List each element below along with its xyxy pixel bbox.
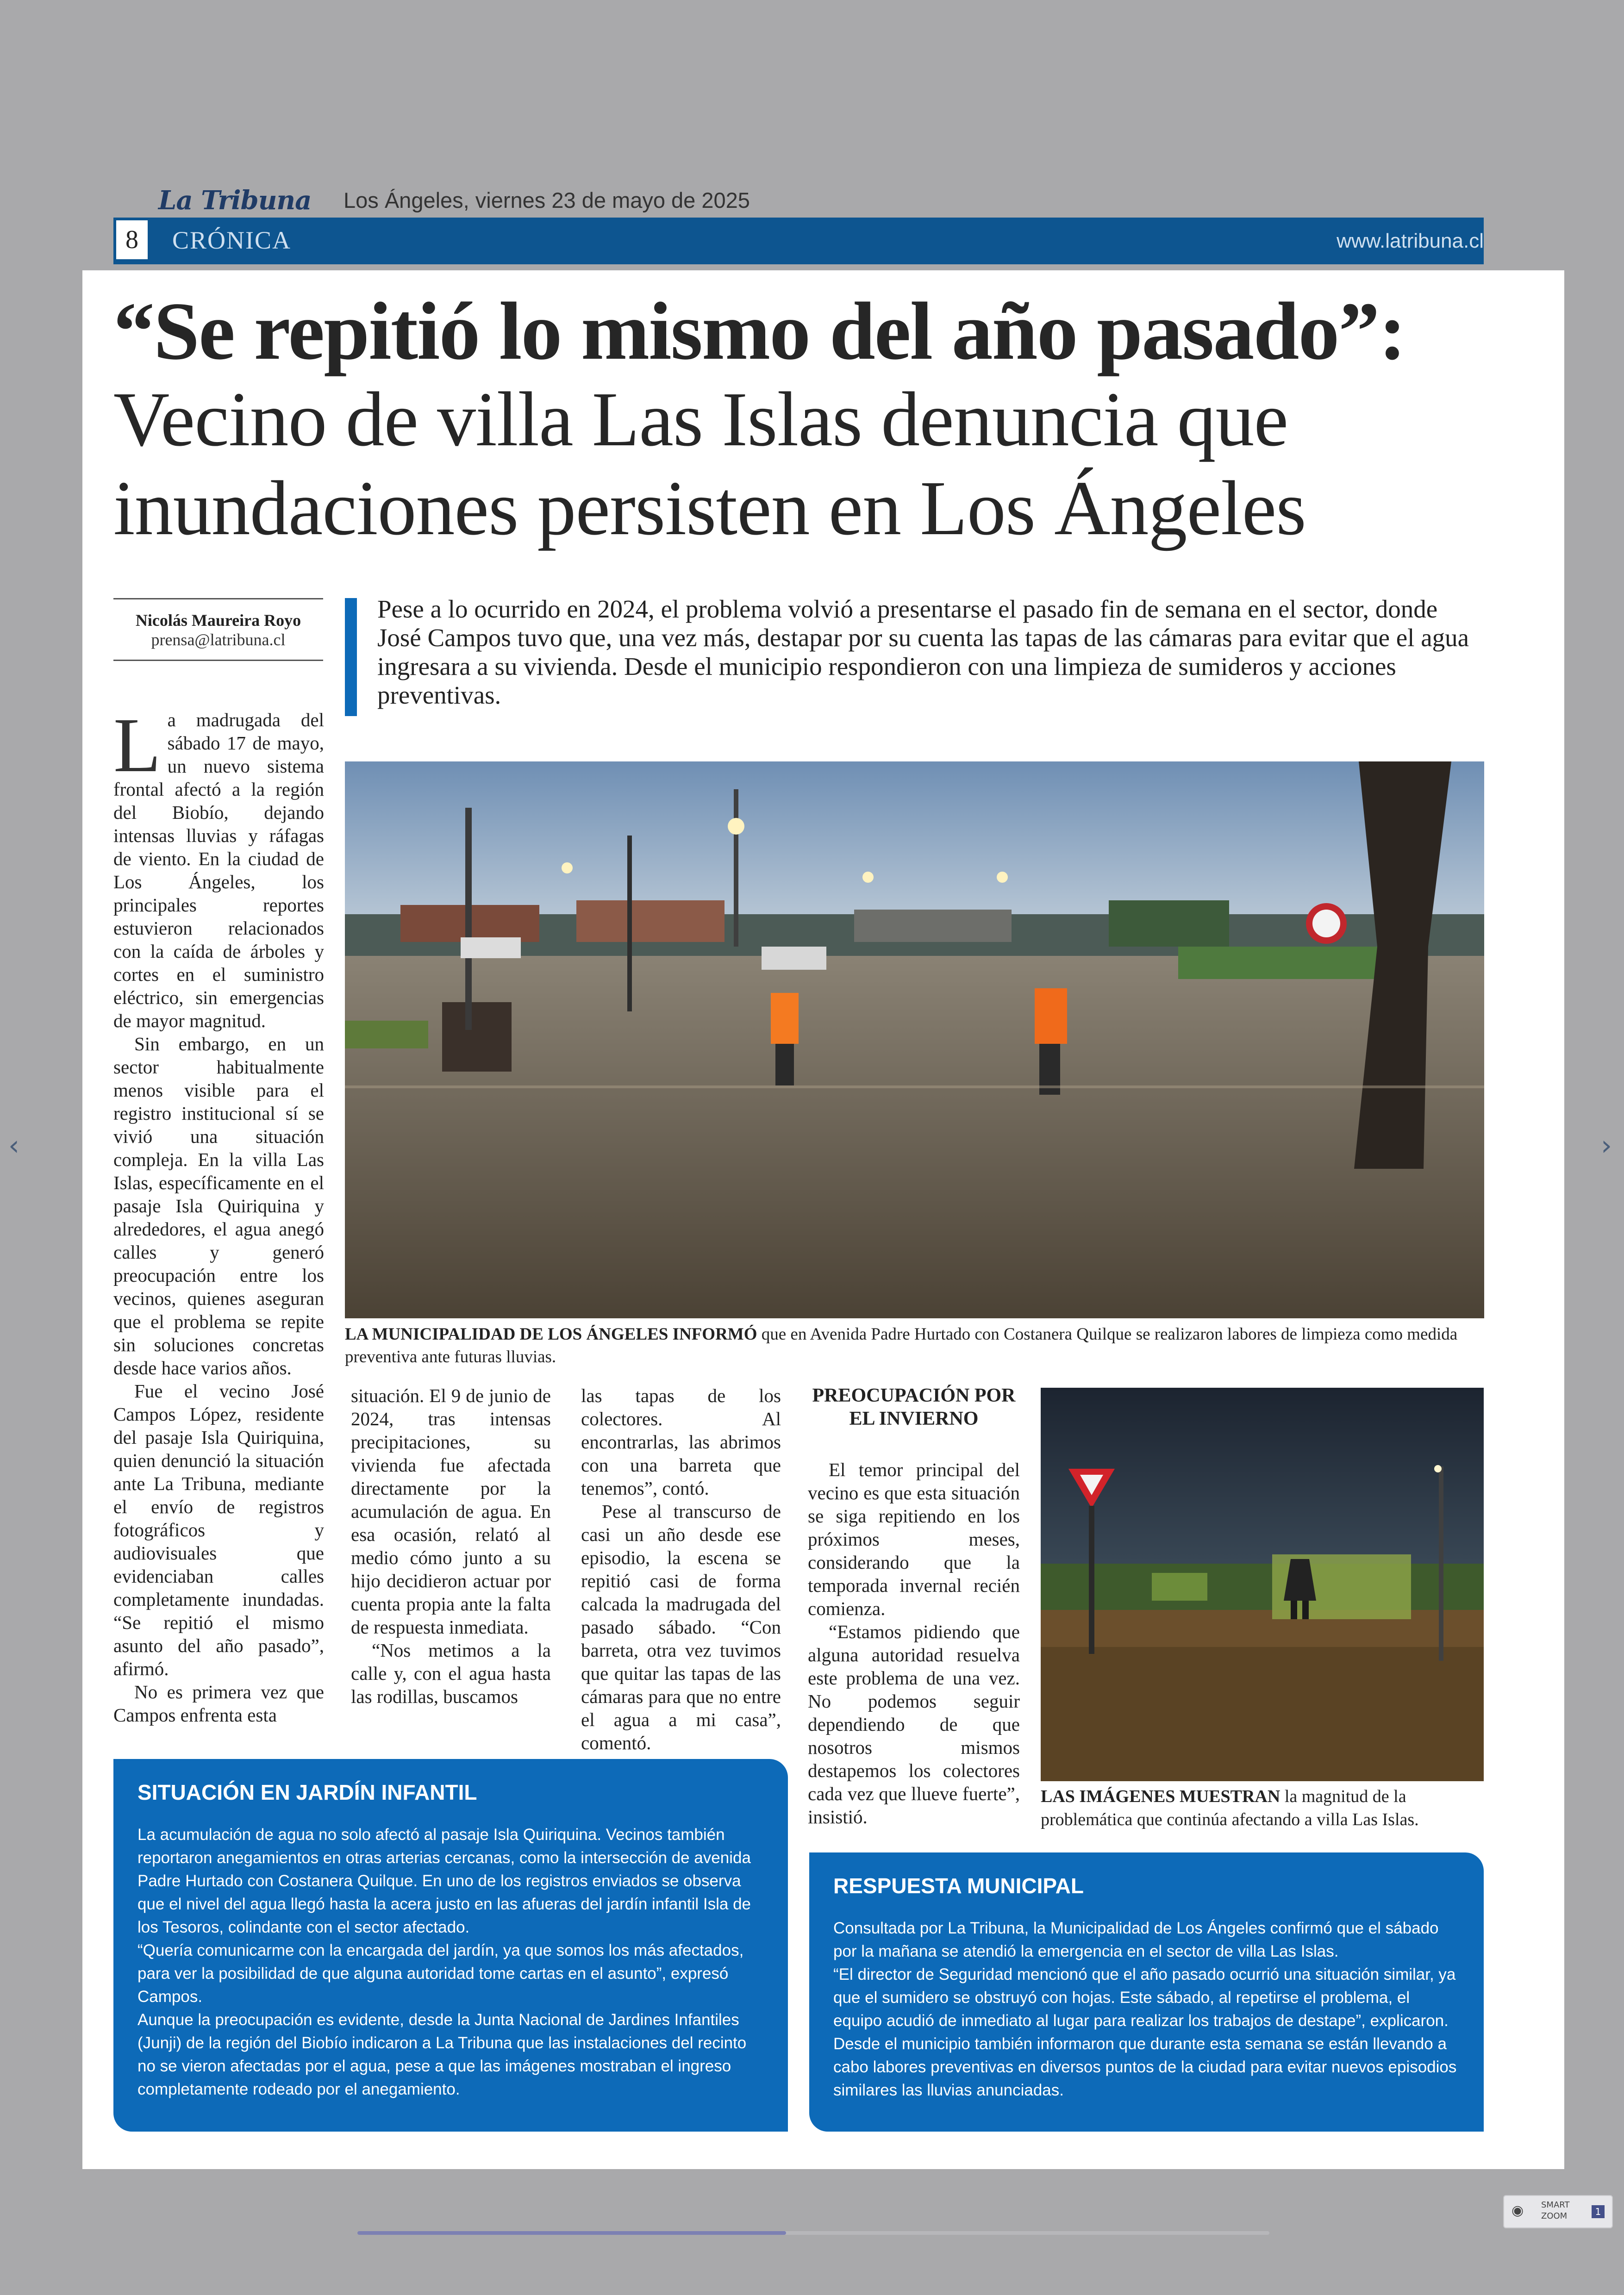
photo-caption-secondary-lead: LAS IMÁGENES MUESTRAN xyxy=(1041,1787,1280,1806)
page-number: 8 xyxy=(113,218,150,262)
photo-caption-main-lead: LA MUNICIPALIDAD DE LOS ÁNGELES INFORMÓ xyxy=(345,1325,757,1344)
paragraph: situación. El 9 de junio de 2024, tras intensas precipitaciones, su vivienda fue afectada directamente por la acumulación de agua. En esa ocasión, relató al medio cómo junto a su hijo decidieron actuar por cuenta propia ante la falta de respuesta inmediata. xyxy=(351,1385,551,1638)
box-paragraph: “El director de Seguridad mencionó que el año pasado ocurrió una situación similar, ya que el sumidero se obstruyó con hojas. Este sábado, al repetirse el problema, el equipo acudió de inmediato al lugar para realizar los trabajos de destape”, explicaron. xyxy=(833,1965,1456,2030)
article-column-4 xyxy=(808,1384,1020,1828)
subheading: PREOCUPACIÓN POR EL INVIERNO xyxy=(812,1385,1016,1429)
photo-caption-secondary-text: la magnitud de la problemática que continúa afectando a villa Las Islas. xyxy=(1041,1787,1419,1829)
paragraph: a madrugada del sábado 17 de mayo, un nuevo sistema frontal afectó a la región del Biobío, dejando intensas lluvias y ráfagas de viento. En la ciudad de Los Ángeles, los principales reportes estuvieron relacionados con la caída de árboles y cortes en el suministro eléctrico, sin emergencias de mayor magnitud. xyxy=(113,709,324,1031)
article-column-3 xyxy=(581,1384,781,1754)
box-paragraph: Aunque la preocupación es evidente, desde la Junta Nacional de Jardines Infantiles (Junji) de la región del Biobío indicaron a La Tribuna que las instalaciones del recinto no se vieron afectadas por el agua, pese a que las imágenes mostraban el ingreso completamente rodeado por el anegamiento. xyxy=(137,2011,747,2098)
box-paragraph: “Quería comunicarme con la encargada del jardín, ya que somos los más afectados, para ver la posibilidad de que alguna autoridad tome cartas en el asunto”, expresó Campos. xyxy=(137,1941,744,2006)
article-column-1 xyxy=(113,702,324,1727)
box-title: RESPUESTA MUNICIPAL xyxy=(833,1874,1084,1898)
paragraph: Pese al transcurso de casi un año desde ese episodio, la escena se repitió casi de forma calcada la madrugada del pasado sábado. “Con barreta, otra vez tuvimos que quitar las tapas de las cámaras para que no entre el agua a mi casa”, comentó. xyxy=(581,1501,781,1753)
paragraph: El temor principal del vecino es que esta situación se siga repitiendo en los próximos meses, considerando que la temporada invernal recién comienza. xyxy=(808,1459,1020,1619)
photo-caption-secondary xyxy=(1041,1785,1484,1831)
smart-zoom-label: SMART ZOOM xyxy=(1541,2200,1570,2221)
section-name: CRÓNICA xyxy=(172,226,292,254)
zoom-badge: 1 xyxy=(1592,2205,1605,2218)
paragraph: las tapas de los colectores. Al encontrarlas, las abrimos con una barreta que tenemos”, contó. xyxy=(581,1385,781,1499)
issue-date: Los Ángeles, viernes 23 de mayo de 2025 xyxy=(344,188,750,212)
night-flood-photo xyxy=(1041,1388,1484,1781)
article-column-2 xyxy=(351,1384,551,1708)
lead-accent-bar xyxy=(345,598,357,716)
sidebar-box-municipal-response xyxy=(809,1852,1484,2132)
byline xyxy=(113,598,323,661)
author-email: prensa@latribuna.cl xyxy=(151,630,286,649)
flood-street-photo xyxy=(345,761,1484,1318)
paragraph: Fue el vecino José Campos López, residente del pasaje Isla Quiriquina, quien denunció la situación ante La Tribuna, mediante el envío de registros fotográficos y audiovisuales que evidenciaban calles completamente inundadas. “Se repitió el mismo asunto del año pasado”, afirmó. xyxy=(113,1380,324,1679)
eye-icon: ◉ xyxy=(1512,2202,1524,2219)
box-paragraph: Desde el municipio también informaron que durante esta semana se están llevando a cabo labores preventivas en diversos puntos de la ciudad para evitar nuevos episodios similares las lluvias anunciadas. xyxy=(833,2035,1457,2099)
sidebar-box-kindergarten xyxy=(113,1759,788,2132)
paragraph: “Nos metimos a la calle y, con el agua hasta las rodillas, buscamos xyxy=(351,1640,551,1707)
drop-cap: L xyxy=(113,702,161,788)
page-progress-fill xyxy=(357,2231,786,2235)
box-paragraph: Consultada por La Tribuna, la Municipalidad de Los Ángeles confirmó que el sábado por la mañana se atendió la emergencia en el sector de villa Las Islas. xyxy=(833,1919,1439,1960)
website-url: www.latribuna.cl xyxy=(1337,230,1484,252)
smart-zoom-button[interactable] xyxy=(1503,2195,1613,2228)
chevron-left-icon[interactable]: ‹ xyxy=(8,1129,19,1162)
article-lead: Pese a lo ocurrido en 2024, el problema volvió a presentarse el pasado fin de semana en el sector, donde José Campos tuvo que, una vez más, destapar por su cuenta las tapas de las cámaras para evitar que el agua ingresara a su vivienda. Desde el municipio respondieron con una limpieza de sumideros y acciones preventivas. xyxy=(377,595,1469,709)
box-paragraph: La acumulación de agua no solo afectó al pasaje Isla Quiriquina. Vecinos también reportaron anegamientos en otras arterias cercanas, como la intersección de avenida Padre Hurtado con Costanera Quilque. En uno de los registros enviados se observa que el nivel del agua llegó hasta la acera justo en las afueras del jardín infantil Isla de los Tesoros, colindante con el sector afectado. xyxy=(137,1826,751,1936)
author-name: Nicolás Maureira Royo xyxy=(135,611,301,630)
paragraph: No es primera vez que Campos enfrenta esta xyxy=(113,1681,324,1726)
paragraph: “Estamos pidiendo que alguna autoridad resuelva este problema de una vez. No podemos seguir dependiendo de que nosotros mismos destapemos los colectores cada vez que llueve fuerte”, insistió. xyxy=(808,1621,1020,1827)
newspaper-logo: La Tribuna xyxy=(158,185,312,216)
chevron-right-icon[interactable]: › xyxy=(1601,1129,1612,1162)
headline: Vecino de villa Las Islas denuncia que inundaciones persisten en Los Ángeles xyxy=(113,376,1306,551)
section-bar xyxy=(113,218,1484,264)
box-title: SITUACIÓN EN JARDÍN INFANTIL xyxy=(137,1780,477,1804)
headline-quote: “Se repitió lo mismo del año pasado”: xyxy=(113,285,1405,377)
photo-caption-main-text: que en Avenida Padre Hurtado con Costanera Quilque se realizaron labores de limpieza como medida preventiva ante futuras lluvias. xyxy=(345,1325,1458,1366)
paragraph: Sin embargo, en un sector habitualmente menos visible para el registro institucional sí se vivió una situación compleja. En la villa Las Islas, específicamente en el pasaje Isla Quiriquina y alrededores, el agua anegó calles y generó preocupación entre los vecinos, quienes aseguran que el problema se repite sin soluciones concretas desde hace varios años. xyxy=(113,1033,324,1378)
photo-caption-main xyxy=(345,1323,1488,1368)
